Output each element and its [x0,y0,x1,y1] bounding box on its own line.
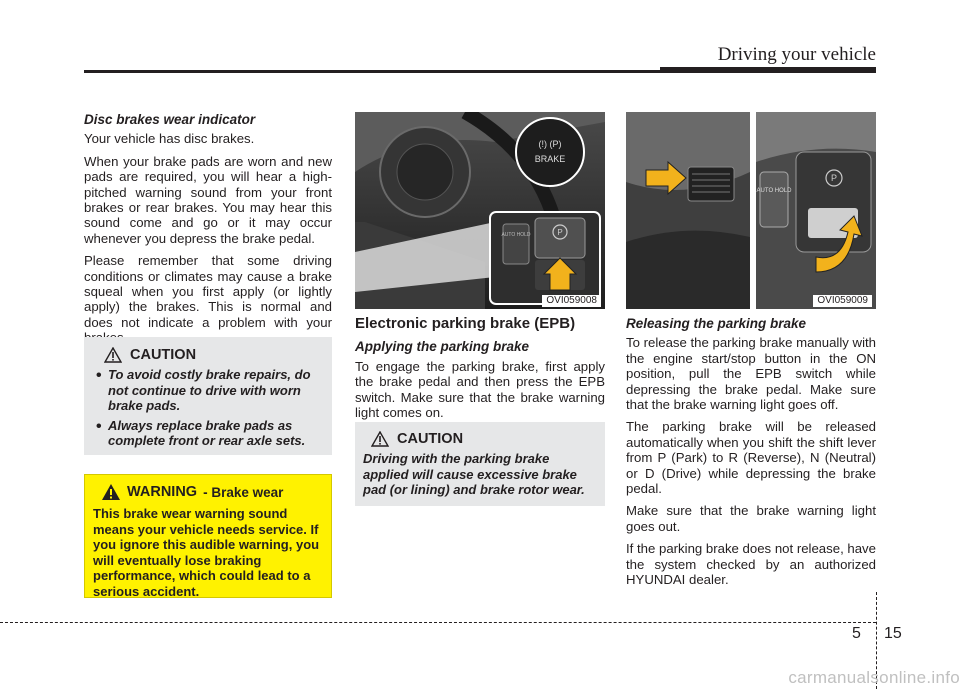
warning-title-row [93,483,323,501]
bullet: • [96,417,102,435]
header-rule-accent [660,67,876,73]
caution-item-text: Always replace brake pads as complete front or rear axle sets. [108,417,306,448]
paragraph: To release the parking brake manually with the engine start/stop button in the ON position, pull the EPB switch while depressing the brake pedal. Make sure that the brake warning light goes off. [626,335,876,413]
caution-item [96,418,324,449]
column-3 [626,316,876,595]
column-1 [84,112,332,353]
page-number: 15 [884,625,902,642]
epb-release-photos [626,112,876,309]
image-code: OVI059008 [542,295,601,307]
chapter-number: 5 [852,625,861,642]
brake-warning-label: BRAKE [534,154,566,164]
epb-section-heading: Electronic parking brake (EPB) [355,315,576,332]
auto-hold-label: AUTO HOLD [501,232,531,238]
caution-item [96,367,324,414]
paragraph: Please remember that some driving conditions or climates may cause a brake squeal when you first apply (or lightly apply) the brakes. This is normal and does not indicate a problem with your [84,253,332,330]
caution-text: Driving with the parking brake applied will cause excessive brake pad (or lining) and brake rotor wear. [363,451,585,497]
releasing-parking-brake-subhead: Releasing the parking brake [626,316,807,331]
paragraph: Make sure that the brake warning light goes out. [626,503,876,534]
warning-box-brake-wear [84,474,332,598]
caution-box-parking-brake [355,422,605,506]
paragraph: Your vehicle has disc brakes. [84,131,255,147]
paragraph: If the parking brake does not release, have the system checked by an authorized HYUNDAI dealer. [626,541,876,588]
release-illustration [626,112,876,309]
svg-text:P: P [557,228,563,237]
warning-title: WARNING [127,484,198,500]
caution-triangle-icon [371,431,389,447]
disc-brakes-subhead: Disc brakes wear indicator [84,112,256,127]
caution-item-text: To avoid costly brake repairs, do not continue to drive with worn brake pads. [108,367,311,413]
warning-text: This brake wear warning sound means your vehicle needs service. If you ignore this audible warning, you will eventually lose braking performance, which could lead to a serious accident. [93,506,320,599]
dashboard-illustration [355,112,605,309]
paragraph: The parking brake will be released automatically when you shift the shift lever from P (Park) to R (Reverse), N (Neutral) or D (Drive) while depressing the brake pedal. [626,419,876,497]
warning-subtitle: - Brake wear [203,484,284,500]
bullet: • [96,367,102,384]
paragraph: When your brake pads are worn and new pads are required, you will hear a high-pitched warning sound from your front brakes or rear brakes. You may hear this sound come and go or it may occur whenever you depress the brake pedal. [84,153,332,246]
auto-hold-label: AUTO HOLD [756,188,792,194]
paragraph: To engage the parking brake, first apply the brake pedal and then press the EPB switch. Make sure that the brake warning light comes on. [355,358,605,421]
warning-triangle-icon [101,483,121,501]
caution-title: CAUTION [397,431,464,447]
applying-parking-brake-subhead: Applying the parking brake [355,339,530,355]
caution-box-brake-pads [84,337,332,455]
page-header-title: Driving your vehicle [717,44,876,65]
caution-title-row [96,347,324,363]
brake-warning-symbols: (!) (P) [538,139,562,149]
image-code: OVI059009 [813,295,872,307]
caution-title: CAUTION [130,347,197,363]
caution-triangle-icon [104,347,122,363]
footer-dashed-rule [0,622,876,623]
epb-dashboard-photo [355,112,605,309]
column-2 [355,316,605,427]
watermark: carmanualsonline.info [788,668,960,687]
svg-text:P: P [830,173,838,183]
caution-title-row [363,431,597,447]
